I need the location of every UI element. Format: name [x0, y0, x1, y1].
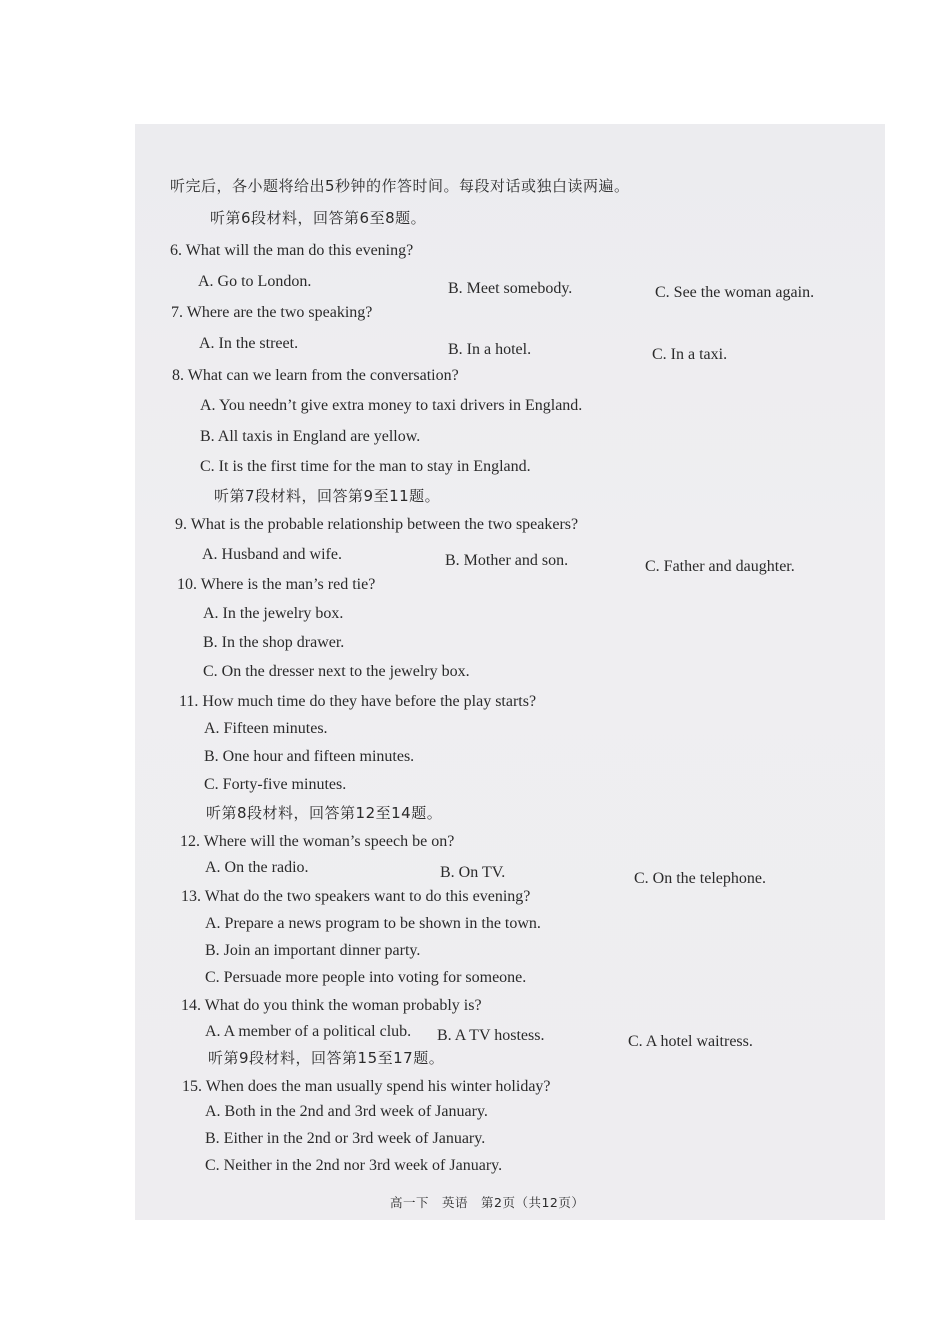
option-14b: B. A TV hostess.: [437, 1027, 545, 1044]
question-6: 6. What will the man do this evening?: [170, 242, 414, 259]
question-15: 15. When does the man usually spend his winter holiday?: [182, 1078, 551, 1095]
question-12: 12. Where will the woman’s speech be on?: [180, 833, 455, 850]
question-11: 11. How much time do they have before the play starts?: [179, 693, 537, 710]
question-10: 10. Where is the man’s red tie?: [177, 576, 376, 593]
option-7a: A. In the street.: [199, 335, 299, 352]
option-10b: B. In the shop drawer.: [203, 634, 345, 651]
option-9b: B. Mother and son.: [445, 552, 569, 569]
option-13b: B. Join an important dinner party.: [205, 942, 421, 959]
option-7c: C. In a taxi.: [652, 346, 728, 363]
option-12a: A. On the radio.: [205, 859, 309, 876]
option-13a: A. Prepare a news program to be shown in the town.: [205, 915, 541, 932]
option-6b: B. Meet somebody.: [448, 280, 573, 297]
option-10a: A. In the jewelry box.: [203, 605, 344, 622]
option-9c: C. Father and daughter.: [645, 558, 795, 575]
section-header-9: 听第9段材料，回答第15至17题。: [208, 1049, 445, 1067]
option-12c: C. On the telephone.: [634, 870, 766, 887]
option-11a: A. Fifteen minutes.: [204, 720, 328, 737]
option-7b: B. In a hotel.: [448, 341, 532, 358]
option-14a: A. A member of a political club.: [205, 1023, 412, 1040]
option-8c: C. It is the first time for the man to stay in England.: [200, 458, 531, 475]
question-7: 7. Where are the two speaking?: [171, 304, 373, 321]
option-11c: C. Forty-five minutes.: [204, 776, 347, 793]
section-header-8: 听第8段材料，回答第12至14题。: [206, 804, 443, 822]
option-11b: B. One hour and fifteen minutes.: [204, 748, 415, 765]
intro-instruction: 听完后，各小题将给出5秒钟的作答时间。每段对话或独白读两遍。: [170, 177, 630, 195]
question-9: 9. What is the probable relationship between the two speakers?: [175, 516, 579, 533]
option-10c: C. On the dresser next to the jewelry box.: [203, 663, 470, 680]
section-header-6: 听第6段材料，回答第6至8题。: [210, 209, 427, 227]
option-15b: B. Either in the 2nd or 3rd week of January.: [205, 1130, 486, 1147]
option-13c: C. Persuade more people into voting for someone.: [205, 969, 527, 986]
question-13: 13. What do the two speakers want to do this evening?: [181, 888, 531, 905]
option-15c: C. Neither in the 2nd nor 3rd week of January.: [205, 1157, 503, 1174]
page-footer: 高一下 英语 第2页（共12页）: [390, 1195, 585, 1210]
option-12b: B. On TV.: [440, 864, 506, 881]
option-8a: A. You needn’t give extra money to taxi drivers in England.: [200, 397, 583, 414]
question-14: 14. What do you think the woman probably is?: [181, 997, 482, 1014]
section-header-7: 听第7段材料，回答第9至11题。: [214, 487, 441, 505]
option-9a: A. Husband and wife.: [202, 546, 342, 563]
option-6c: C. See the woman again.: [655, 284, 815, 301]
option-6a: A. Go to London.: [198, 273, 312, 290]
question-8: 8. What can we learn from the conversation?: [172, 367, 459, 384]
option-8b: B. All taxis in England are yellow.: [200, 428, 421, 445]
option-14c: C. A hotel waitress.: [628, 1033, 753, 1050]
option-15a: A. Both in the 2nd and 3rd week of January.: [205, 1103, 488, 1120]
